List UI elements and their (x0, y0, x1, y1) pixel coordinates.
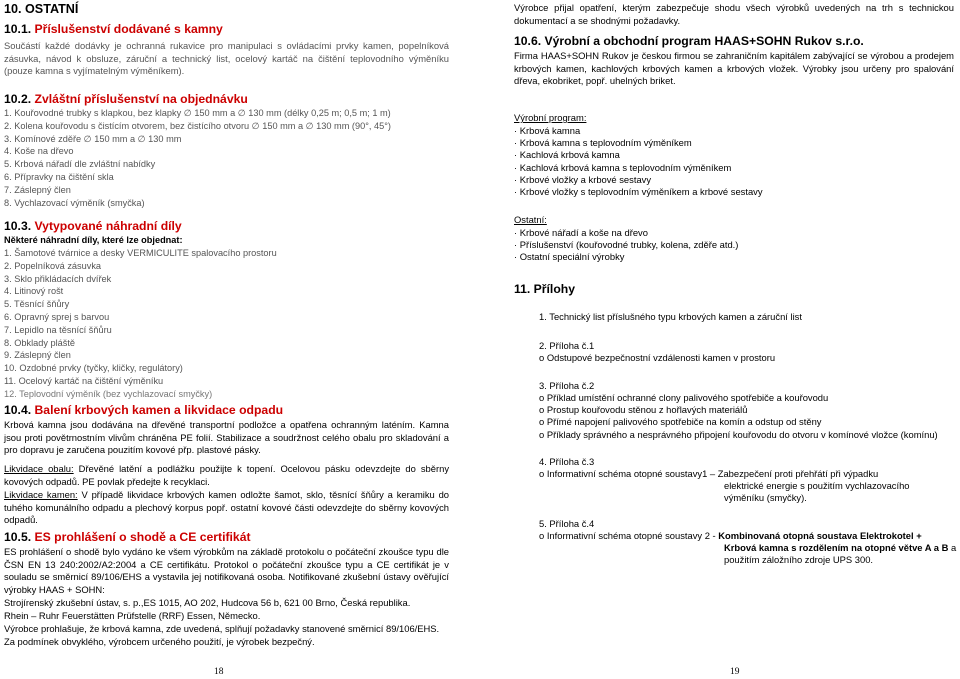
list-item: 5. Krbová nářadí dle zvláštní nabídky (4, 159, 156, 170)
attachment-5-text: a (948, 542, 957, 553)
section-title: Přílohy (533, 282, 575, 296)
section-title: Vytypované náhradní díly (34, 219, 182, 233)
section-number: 10.3. (4, 219, 32, 233)
page-number-left: 18 (214, 667, 224, 677)
list-item: 2. Kolena kouřovodu s čistícím otvorem, bez čistícího otvoru ∅ 150 mm a ∅ 130 mm (90°, 45°) (4, 120, 391, 131)
list-item: o Přímé napojení palivového spotřebiče na komín a odstup od stěny (539, 416, 822, 428)
stove-disposal-label: Likvidace kamen: (4, 489, 78, 500)
list-item: 2. Popelníková zásuvka (4, 260, 102, 271)
section-number: 10.5. (4, 530, 32, 544)
attachment-5-line (724, 542, 956, 554)
section-heading-10-1 (4, 22, 223, 36)
list-item: 8. Vychlazovací výměník (smyčka) (4, 197, 145, 208)
declaration-text: ES prohlášení o shodě bylo vydáno ke všem výrobkům na základě protokolu o počáteční zkoušce typu dle ČSN EN 13 240:2002/A2:2004 a CE certifikátu. Protokol o počáteční zkoušce typu a CE certifikát je v souladu se směrnicí 89/106/EHS a vystavila jej notifikovaná osoba. Notifikované zkušební ústavy ověřující výrobky HAAS + SOHN: (4, 546, 449, 596)
stove-disposal-text (4, 489, 449, 527)
list-item: · Krbové nářadí a koše na dřevo (514, 227, 648, 238)
declaration-line: Za podmínek obvyklého, výrobcem určeného použití, je výrobek bezpečný. (4, 636, 315, 647)
accessories-list (4, 107, 391, 209)
packaging-disposal-text (4, 463, 449, 488)
attachment-4-line: elektrické energie s použitím vychlazovacího (724, 480, 910, 491)
list-item: 8. Obklady pláště (4, 337, 75, 348)
list-item: 3. Komínové zděře ∅ 150 mm a ∅ 130 mm (4, 133, 182, 144)
list-item: 6. Opravný sprej s barvou (4, 311, 110, 322)
page-number-right: 19 (730, 667, 740, 677)
list-item: 3. Sklo přikládacích dvířek (4, 273, 112, 284)
list-item: · Krbové vložky s teplovodním výměníkem a krbové sestavy (514, 186, 763, 198)
list-item: 5. Těsnící šňůry (4, 299, 70, 310)
section-number: 10.4. (4, 403, 32, 417)
attachment-4-heading: 4. Příloha č.3 (539, 456, 595, 467)
intro-text: Výrobce přijal opatření, kterým zabezpečuje shodu všech výrobků uvedených na trh s technickou dokumentací a se shodnými požadavky. (514, 2, 954, 26)
attachment-5-heading: 5. Příloha č.4 (539, 518, 595, 529)
stove-disposal-body: V případě likvidace krbových kamen odložte šamot, sklo, těsnící šňůry a keramiku do tuhého komunálního odpadu a plechový korpus popř. ostatní kovové části odevzdejte do sběrny kovových odpadů. (4, 489, 450, 526)
attachment-5-text: o Informativní schéma otopné soustavy 2 - (539, 530, 719, 541)
section-heading-10-5 (4, 530, 251, 544)
section-title: Příslušenství dodávané s kamny (34, 22, 223, 36)
section-heading-10: 10. OSTATNÍ (4, 2, 79, 16)
declaration-line: Výrobce prohlašuje, že krbová kamna, zde uvedená, splňují požadavky stanovené směrnicí 89/106/EHS. (4, 623, 440, 634)
section-number: 10.1. (4, 22, 32, 36)
section-heading-10-2 (4, 92, 248, 106)
section-number: 10.2. (4, 92, 32, 106)
list-item: 1. Kouřovodné trubky s klapkou, bez klapky ∅ 150 mm a ∅ 130 mm (délky 0,25 m; 0,5 m; 1 m) (4, 108, 391, 118)
list-item: 4. Litinový rošt (4, 286, 64, 297)
packaging-text: Krbová kamna jsou dodávána na dřevěné transportní podložce a opatřena ochranným laténím. Kamna jsou proti povětrnostním vlivům chráněna PE folií. Stabilizace a soudržnost celého obalu pro skladování a pro dopravu je zaručena pouzitím kovové přp. plastové pásky. (4, 419, 449, 456)
packaging-disposal-body: Dřevěné latění a podlážku použijte k topení. Ocelovou pásku odevzdejte do sběrny kovových odpadů. PE povlak předejte k recyklaci. (4, 463, 450, 487)
other-list (514, 227, 738, 264)
section-heading-10-6 (514, 34, 864, 48)
section-title: Balení krbových kamen a likvidace odpadu (34, 403, 284, 417)
list-item: · Krbová kamna s teplovodním výměníkem (514, 137, 692, 149)
section-number: 10.6. (514, 34, 542, 48)
attachment-2-item: o Odstupové bezpečnostní vzdálenosti kamen v prostoru (539, 352, 776, 363)
list-item: · Krbová kamna (514, 125, 581, 136)
declaration-line: Rhein – Ruhr Feuerstätten Prüfstelle (RRF) Essen, Německo. (4, 610, 261, 621)
list-item: · Kachlová krbová kamna s teplovodním výměníkem (514, 161, 732, 173)
list-item: 6. Přípravky na čištění skla (4, 171, 114, 182)
section-number: 11. (514, 282, 531, 296)
attachment-3-list (539, 392, 938, 441)
list-item: o Prostup kouřovodu stěnou z hořlavých materiálů (539, 404, 748, 416)
attachment-5-bold: Krbová kamna s rozdělením na otopné větve A a B (724, 542, 949, 553)
section-title: Zvláštní příslušenství na objednávku (34, 92, 248, 106)
attachment-4-line: o Informativní schéma otopné soustavy1 – Zabezpečení proti přehřátí při výpadku (539, 468, 879, 479)
list-item: 7. Lepidlo na těsnící šňůru (4, 324, 112, 335)
attachment-5-line (539, 530, 922, 542)
list-item: 9. Záslepný člen (4, 350, 71, 361)
attachment-2-heading: 2. Příloha č.1 (539, 340, 595, 351)
list-item: 4. Koše na dřevo (4, 146, 74, 157)
list-item: o Příklady správného a nesprávného připojení kouřovodu do otvoru v komínové vložce (komínu) (539, 428, 938, 440)
list-item: · Kachlová krbová kamna (514, 149, 620, 161)
program-label: Výrobní program: (514, 112, 587, 123)
other-label: Ostatní: (514, 214, 547, 225)
section-title: ES prohlášení o shodě a CE certifikát (34, 530, 251, 544)
section-10-1-text: Součástí každé dodávky je ochranná rukavice pro manipulaci s ovládacími prvky kamen, popelníková zásuvka, návod k obsluze, záruční a technický list, ocelový kartáč na čištění teplovodního výměníku (pouze kamna s vyjímatelným výměníkem). (4, 40, 449, 77)
attachment-3-heading: 3. Příloha č.2 (539, 380, 595, 391)
list-item: 11. Ocelový kartáč na čištění výměníku (4, 375, 164, 386)
spare-parts-subtitle: Některé náhradní díly, které lze objednat: (4, 235, 183, 245)
list-item: 12. Teplovodní výměník (bez vychlazovací smyčky) (4, 388, 213, 399)
list-item: · Krbové vložky a krbové sestavy (514, 173, 652, 185)
list-item: o Příklad umístění ochranné clony palivového spotřebiče a kouřovodu (539, 392, 829, 403)
section-heading-10-3 (4, 219, 182, 233)
program-list (514, 125, 763, 198)
section-heading-10-4 (4, 403, 283, 417)
attachment-4-line: výměníku (smyčky). (724, 492, 807, 503)
attachment-5-line: použitím záložního zdroje UPS 300. (724, 554, 874, 565)
list-item: 1. Šamotové tvárnice a desky VERMICULITE spalovacího prostoru (4, 248, 277, 258)
section-heading-11 (514, 282, 575, 296)
packaging-disposal-label: Likvidace obalu: (4, 463, 74, 474)
list-item: · Ostatní speciální výrobky (514, 251, 625, 263)
spare-parts-list (4, 247, 277, 401)
list-item: · Příslušenství (kouřovodné trubky, kolena, zděře atd.) (514, 239, 739, 251)
list-item: 10. Ozdobné prvky (tyčky, kličky, regulátory) (4, 363, 183, 374)
attachment-5-bold: Kombinovaná otopná soustava Elektrokotel + (718, 530, 922, 541)
attachment-1: 1. Technický list příslušného typu krbových kamen a záruční list (539, 311, 802, 322)
section-title: Výrobní a obchodní program HAAS+SOHN Rukov s.r.o. (544, 34, 864, 48)
list-item: 7. Záslepný člen (4, 184, 71, 195)
program-intro-text: Firma HAAS+SOHN Rukov je českou firmou se zahraničním kapitálem zabývající se výrobou a prodejem krbových kamen, kachlových krbových kamen a krbových vložek. Výrobky jsou určeny pro spalování dřeva, ekobriket, popř. uhelných briket. (514, 50, 954, 87)
declaration-line: Strojírenský zkušební ústav, s. p.,ES 1015, AO 202, Hudcova 56 b, 621 00 Brno, Česká republika. (4, 597, 411, 608)
